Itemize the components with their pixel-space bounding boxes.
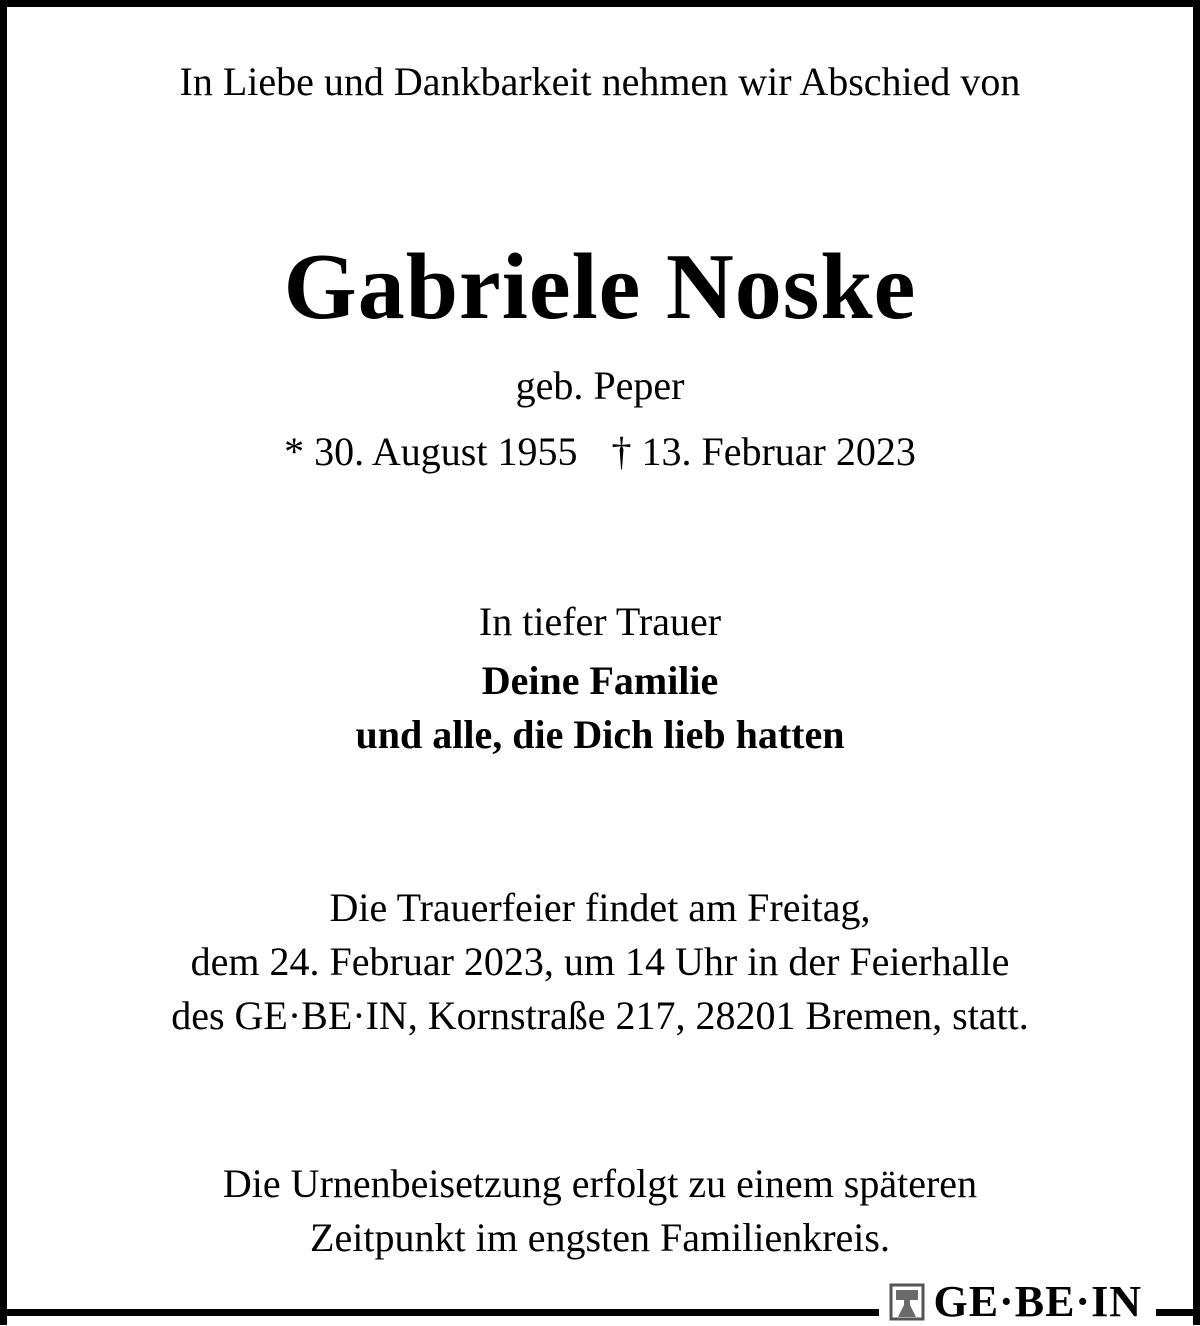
birth-date: * 30. August 1955	[284, 429, 578, 474]
gebein-logo-text: GE·BE·IN	[933, 1276, 1142, 1326]
burial-line: Zeitpunkt im engsten Familienkreis.	[310, 1215, 890, 1260]
mourning-text: In tiefer Trauer	[478, 599, 722, 644]
life-dates	[0, 428, 1200, 476]
service-line: des GE·BE·IN, Kornstraße 217, 28201 Bremen, statt.	[171, 993, 1029, 1038]
maiden-name: geb. Peper	[515, 363, 685, 408]
family-signature: Deine Familie	[481, 658, 719, 703]
service-line: Die Trauerfeier findet am Freitag,	[329, 885, 871, 930]
gebein-logo	[879, 1278, 1156, 1325]
burial-line: Die Urnenbeisetzung erfolgt zu einem späteren	[222, 1161, 978, 1206]
gebein-logo-icon	[889, 1283, 925, 1321]
service-info	[0, 881, 1200, 1043]
deceased-name: Gabriele Noske	[283, 235, 917, 339]
death-date: † 13. Februar 2023	[611, 429, 916, 474]
burial-info	[0, 1157, 1200, 1265]
intro-text: In Liebe und Dankbarkeit nehmen wir Abschied von	[179, 59, 1021, 104]
service-line: dem 24. Februar 2023, um 14 Uhr in der Feierhalle	[190, 939, 1010, 984]
mourners-signature: und alle, die Dich lieb hatten	[355, 712, 845, 757]
